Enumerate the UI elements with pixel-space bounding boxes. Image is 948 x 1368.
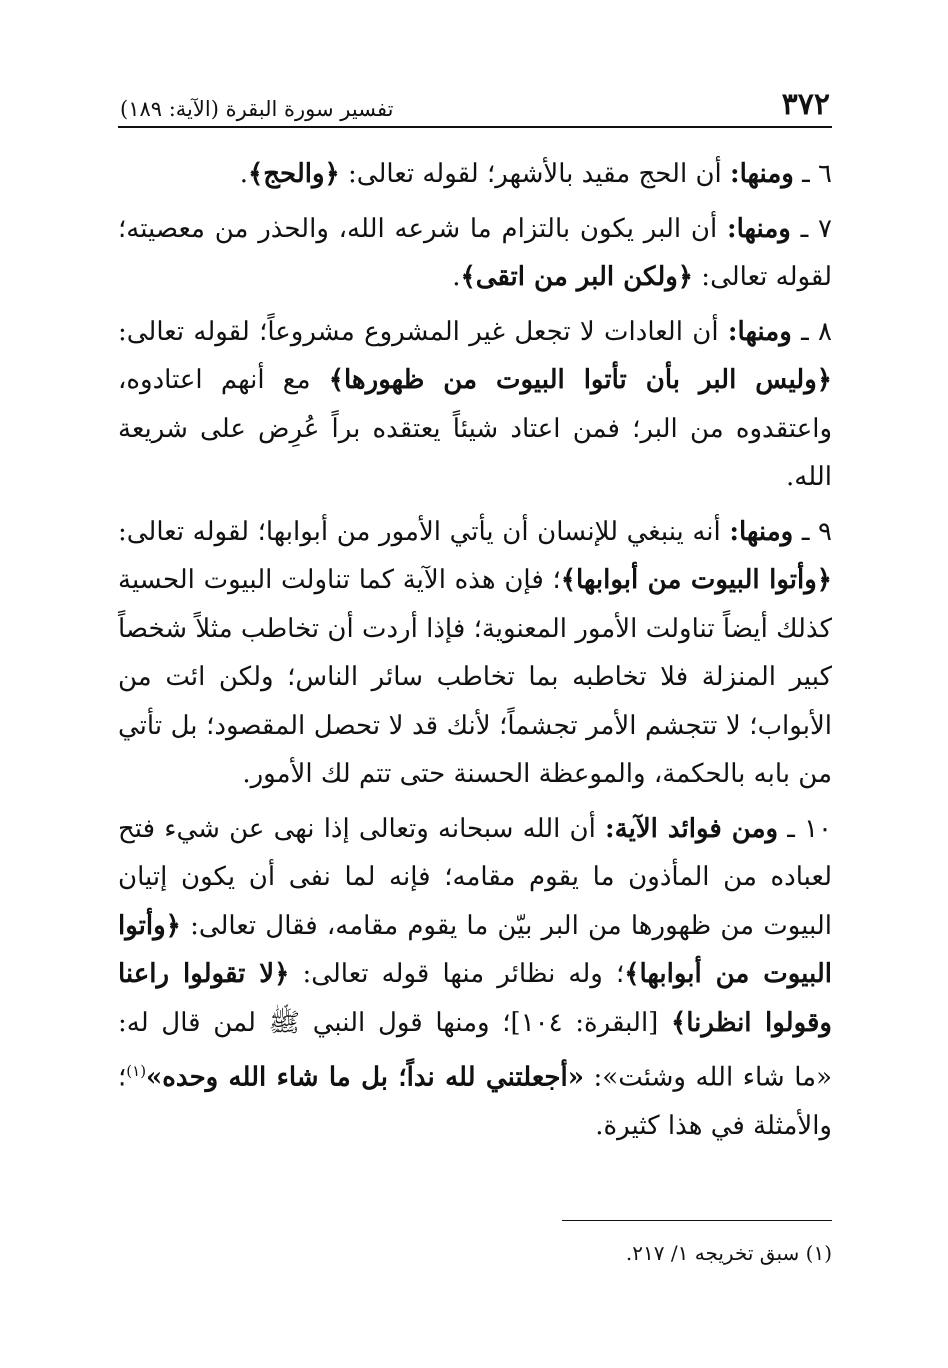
paragraph-text: أن الحج مقيد بالأشهر؛ لقوله تعالى: <box>339 159 731 189</box>
paragraph-text: ؛ وله نظائر منها قوله تعالى: <box>289 959 625 989</box>
paragraph-6 <box>118 150 832 199</box>
hadith-quote: «أجعلتني لله نداً؛ بل ما شاء الله وحده» <box>146 1062 584 1093</box>
paragraph-text: أن العادات لا تجعل غير المشروع مشروعاً؛ لقوله تعالى: <box>118 316 728 347</box>
paragraph-lead: ومنها: <box>727 213 791 244</box>
paragraph-text: [البقرة: ١٠٤]؛ ومنها قول النبي ﷺ لمن قال له: «ما شاء الله وشئت»: <box>118 1007 832 1093</box>
paragraph-number: ٧ ـ <box>800 213 832 244</box>
paragraph-7 <box>118 205 832 302</box>
paragraph-text: ؛ فإن هذه الآية كما تناولت البيوت الحسية كذلك أيضاً تناولت الأمور المعنوية؛ فإذا أردت أن تخاطب مثلاً شخصاً كبير المنزلة فلا تخاطبه بما تخاطب سائر الناس؛ ولكن ائت من الأبواب؛ لا تتجشم الأمر تجشماً؛ لأنك قد لا تحصل المقصود؛ بل تأتي من بابه بالحكمة، والموعظة الحسنة حتى تتم لك الأمور. <box>118 565 832 789</box>
paragraph-lead: ومنها: <box>730 159 794 189</box>
paragraph-text: أن البر يكون بالتزام ما شرعه الله، والحذر من معصيته؛ لقوله تعالى: <box>118 213 832 292</box>
paragraph-lead: ومنها: <box>727 316 792 347</box>
footnote-divider <box>562 1220 832 1221</box>
paragraph-lead: ومن فوائد الآية: <box>605 813 779 844</box>
paragraph-text: أنه ينبغي للإنسان أن يأتي الأمور من أبوابها؛ لقوله تعالى: <box>118 516 730 547</box>
page-number: ٣٧٢ <box>781 87 830 122</box>
paragraph-lead: ومنها: <box>729 516 794 547</box>
paragraph-text: أن الله سبحانه وتعالى إذا نهى عن شيء فتح لعباده من المأذون ما يقوم مقامه؛ فإنه لما نفى أن يكون إتيان البيوت من ظهورها من البر بيّن ما يقوم مقامه، فقال تعالى: <box>118 813 832 941</box>
book-page <box>118 78 832 1308</box>
paragraph-text: . <box>452 262 461 292</box>
page-body <box>118 150 832 1151</box>
paragraph-number: ٦ ـ <box>802 159 832 189</box>
quran-quote: ﴿وليس البر بأن تأتوا البيوت من ظهورها﴾ <box>328 365 832 395</box>
quran-quote: ﴿وأتوا البيوت من أبوابها﴾ <box>560 565 832 595</box>
paragraph-text: مع أنهم اعتادوه، واعتقدوه من البر؛ فمن اعتاد شيئاً يعتقده براً عُرِض على شريعة الله. <box>118 365 832 492</box>
paragraph-text: . <box>239 159 249 189</box>
paragraph-text: ؛ والأمثلة في هذا كثيرة. <box>118 1062 832 1142</box>
paragraph-number: ٨ ـ <box>801 316 833 347</box>
page-header <box>118 78 832 128</box>
quran-quote: ﴿لا تقولوا راعنا وقولوا انظرنا﴾ <box>118 959 832 1038</box>
paragraph-8 <box>118 308 832 502</box>
running-title: تفسير سورة البقرة (الآية: ١٨٩) <box>120 97 394 121</box>
footnote-marker[interactable]: (١) <box>126 1062 147 1080</box>
paragraph-10 <box>118 805 832 1151</box>
footnote: (١) سبق تخريجه ١/ ٢١٧. <box>625 1241 832 1265</box>
quran-quote: ﴿والحج﴾ <box>248 159 340 189</box>
paragraph-number: ١٠ ـ <box>787 813 833 844</box>
paragraph-9 <box>118 508 832 799</box>
quran-quote: ﴿ولكن البر من اتقى﴾ <box>460 262 694 292</box>
paragraph-number: ٩ ـ <box>801 516 832 547</box>
quran-quote: ﴿وأتوا البيوت من أبوابها﴾ <box>118 910 832 989</box>
